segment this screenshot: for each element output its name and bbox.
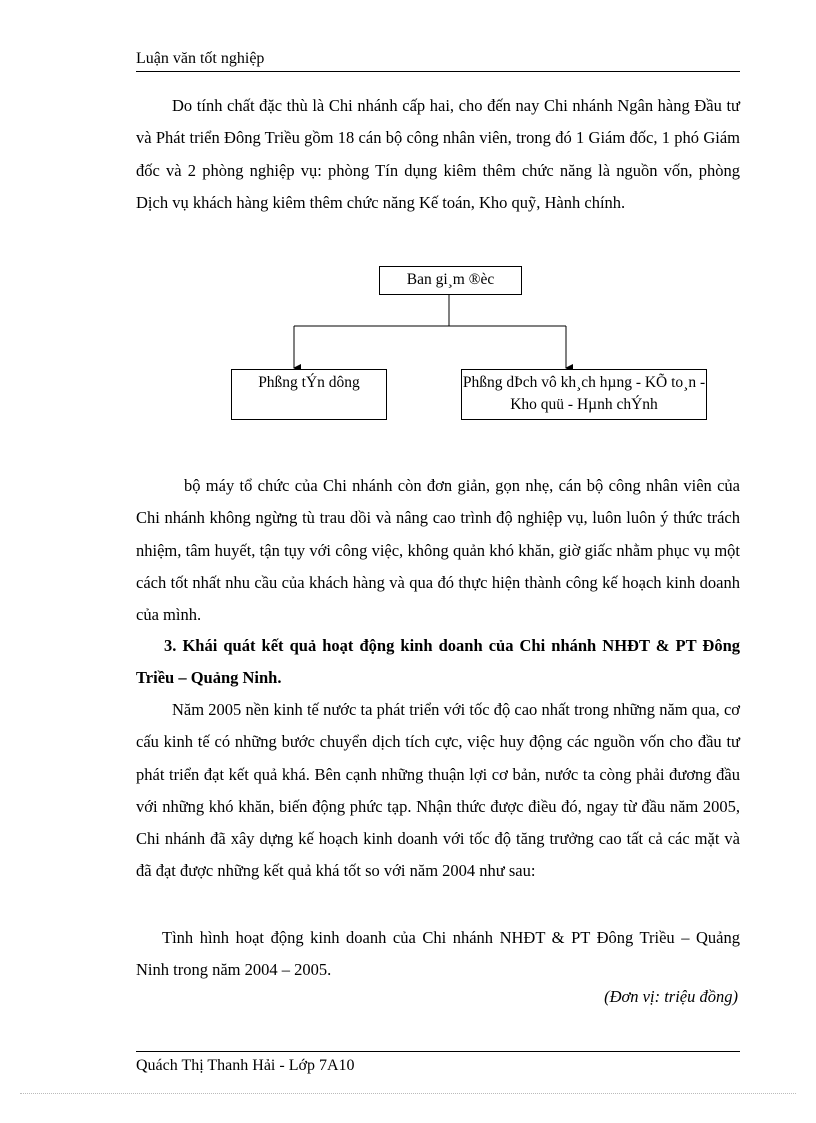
section-heading-3: 3. Khái quát kết quả hoạt động kinh doanh của Chi nhánh NHĐT & PT Đông Triều – Quảng Ninh. (136, 636, 740, 688)
footer-rule (136, 1051, 740, 1052)
paragraph-organization-summary: bộ máy tổ chức của Chi nhánh còn đơn giản, gọn nhẹ, cán bộ công nhân viên của Chi nhánh không ngừng tù trau dồi và nâng cao trình độ nghiệp vụ, luôn luôn ý thức trách nhiệm, tâm huyết, tận tụy với công việc, không quản khó khăn, giờ giấc nhằm phục vụ một cách tốt nhất nhu cầu của khách hàng và qua đó thực hiện thành công kế hoạch kinh doanh của mình. (136, 476, 740, 625)
paragraph-business-situation: Tình hình hoạt động kinh doanh của Chi nhánh NHĐT & PT Đông Triều – Quảng Ninh trong năm 2004 – 2005. (136, 928, 740, 980)
page-boundary (20, 1093, 796, 1094)
org-box-customer-service-department: Phßng dÞch vô kh¸ch hµng - KÕ to¸n - Kho quü - Hµnh chÝnh (461, 369, 707, 420)
org-box-board-of-directors: Ban gi¸m ®èc (379, 266, 522, 295)
paragraph-staff-structure: Do tính chất đặc thù là Chi nhánh cấp hai, cho đến nay Chi nhánh Ngân hàng Đầu tư và Phát triển Đông Triều gồm 18 cán bộ công nhân viên, trong đó 1 Giám đốc, 1 phó Giám đốc và 2 phòng nghiệp vụ: phòng Tín dụng kiêm thêm chức năng là nguồn vốn, phòng Dịch vụ khách hàng kiêm thêm chức năng Kế toán, Kho quỹ, Hành chính. (136, 96, 740, 212)
header-rule (136, 71, 740, 72)
running-footer: Quách Thị Thanh Hải - Lớp 7A10 (136, 1057, 355, 1074)
unit-note: (Đơn vị: triệu đồng) (604, 987, 738, 1006)
running-header: Luận văn tốt nghiệp (136, 50, 265, 67)
org-box-credit-department: Phßng tÝn dông (231, 369, 387, 420)
paragraph-2005-economy: Năm 2005 nền kinh tế nước ta phát triển với tốc độ cao nhất trong những năm qua, cơ cấu kinh tế có những bước chuyển dịch tích cực, việc huy động các nguồn vốn cho đầu tư phát triển đạt kết quả khá. Bên cạnh những thuận lợi cơ bản, nước ta còng phải đương đầu với những khó khăn, biến động phức tạp. Nhận thức được điều đó, ngay từ đầu năm 2005, Chi nhánh đã xây dựng kế hoạch kinh doanh với tốc độ tăng trưởng cao tất cả các mặt và đã đạt được những kết quả khá tốt so với năm 2004 như sau: (136, 700, 740, 881)
